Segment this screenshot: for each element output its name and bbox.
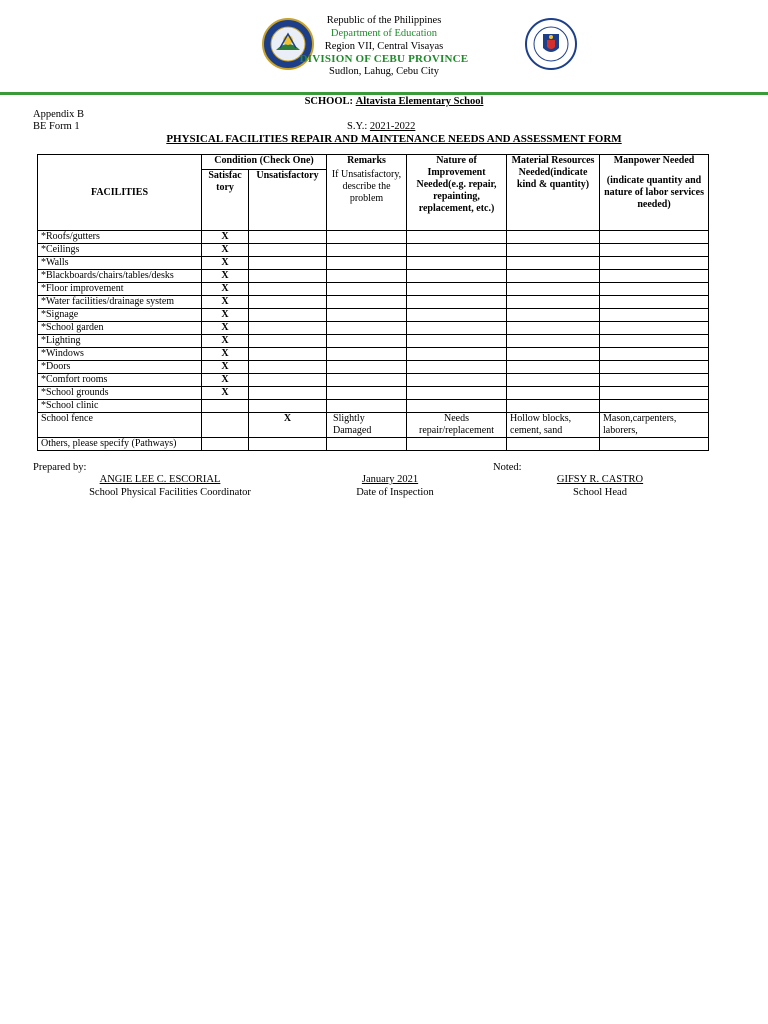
satisfactory-cell: X xyxy=(202,361,249,374)
satisfactory-cell: X xyxy=(202,296,249,309)
header-unsatisfactory: Unsatisfactory xyxy=(249,170,327,231)
manpower-cell xyxy=(600,283,709,296)
table-row xyxy=(38,283,709,296)
table-row xyxy=(38,322,709,335)
school-year-label: S.Y.: xyxy=(347,121,368,132)
table-row xyxy=(38,296,709,309)
manpower-title: Manpower Needed xyxy=(613,155,695,166)
facility-cell: *Blackboards/chairs/tables/desks xyxy=(38,270,202,283)
facility-cell: *Signage xyxy=(38,309,202,322)
satisfactory-cell: X xyxy=(202,283,249,296)
facility-cell: *Windows xyxy=(38,348,202,361)
manpower-cell xyxy=(600,257,709,270)
table-row xyxy=(38,335,709,348)
manpower-cell xyxy=(600,335,709,348)
material-cell xyxy=(507,348,600,361)
division-address: Sudlon, Lahug, Cebu City xyxy=(329,66,439,77)
header-material: Material Resources Needed(indicate kind & quantity) xyxy=(507,155,600,231)
table-row xyxy=(38,413,709,438)
table-row xyxy=(38,438,709,451)
material-cell xyxy=(507,244,600,257)
satisfactory-cell: X xyxy=(202,335,249,348)
facility-cell: Others, please specify (Pathways) xyxy=(38,438,202,451)
material-cell xyxy=(507,335,600,348)
manpower-cell xyxy=(600,387,709,400)
republic-line: Republic of the Philippines xyxy=(326,15,442,26)
nature-cell xyxy=(407,348,507,361)
nature-cell xyxy=(407,283,507,296)
unsatisfactory-cell xyxy=(249,322,327,335)
nature-cell xyxy=(407,296,507,309)
manpower-cell xyxy=(600,231,709,244)
facility-cell: *Floor improvement xyxy=(38,283,202,296)
satisfactory-cell: X xyxy=(202,231,249,244)
remarks-cell xyxy=(327,231,407,244)
remarks-cell xyxy=(327,270,407,283)
satisfactory-cell: X xyxy=(202,374,249,387)
remarks-cell xyxy=(327,335,407,348)
manpower-cell: Mason,carpenters, laborers, xyxy=(600,413,709,438)
nature-cell xyxy=(407,270,507,283)
remarks-title: Remarks xyxy=(347,155,386,166)
material-cell xyxy=(507,309,600,322)
remarks-cell xyxy=(327,296,407,309)
preparer-title: School Physical Facilities Coordinator xyxy=(89,487,251,498)
department-line: Department of Education xyxy=(330,28,438,39)
unsatisfactory-cell xyxy=(249,296,327,309)
nature-cell xyxy=(407,244,507,257)
material-cell xyxy=(507,438,600,451)
school-head-name: GIFSY R. CASTRO xyxy=(556,474,644,485)
remarks-cell xyxy=(327,322,407,335)
school-name: Altavista Elementary School xyxy=(355,96,484,107)
table-row xyxy=(38,387,709,400)
facilities-table xyxy=(37,154,709,451)
unsatisfactory-cell xyxy=(249,335,327,348)
manpower-cell xyxy=(600,438,709,451)
nature-cell xyxy=(407,322,507,335)
remarks-cell: Slightly Damaged xyxy=(327,413,407,438)
manpower-cell xyxy=(600,296,709,309)
material-cell xyxy=(507,374,600,387)
region-line: Region VII, Central Visayas xyxy=(324,41,444,52)
remarks-subtitle: If Unsatisfactory, describe the problem xyxy=(331,169,402,204)
unsatisfactory-cell xyxy=(249,374,327,387)
satisfactory-cell: X xyxy=(202,244,249,257)
material-cell xyxy=(507,387,600,400)
unsatisfactory-cell xyxy=(249,387,327,400)
remarks-cell xyxy=(327,400,407,413)
facility-cell: *School grounds xyxy=(38,387,202,400)
nature-cell xyxy=(407,231,507,244)
table-row xyxy=(38,257,709,270)
nature-cell: Needs repair/replacement xyxy=(407,413,507,438)
satisfactory-cell xyxy=(202,400,249,413)
unsatisfactory-cell xyxy=(249,244,327,257)
form-title: PHYSICAL FACILITIES REPAIR AND MAINTENANCE NEEDS AND ASSESSMENT FORM xyxy=(166,133,622,145)
satisfactory-cell: X xyxy=(202,348,249,361)
unsatisfactory-cell: X xyxy=(249,413,327,438)
material-cell xyxy=(507,322,600,335)
nature-cell xyxy=(407,335,507,348)
satisfactory-cell xyxy=(202,413,249,438)
manpower-subtitle: (indicate quantity and nature of labor services needed) xyxy=(604,175,704,210)
material-cell xyxy=(507,296,600,309)
table-row xyxy=(38,309,709,322)
nature-cell xyxy=(407,361,507,374)
nature-cell xyxy=(407,387,507,400)
table-row xyxy=(38,270,709,283)
material-cell xyxy=(507,270,600,283)
remarks-cell xyxy=(327,309,407,322)
unsatisfactory-cell xyxy=(249,257,327,270)
division-name: DIVISION OF CEBU PROVINCE xyxy=(299,53,469,65)
table-row xyxy=(38,400,709,413)
manpower-cell xyxy=(600,361,709,374)
facility-cell: *Ceilings xyxy=(38,244,202,257)
facility-cell: *Comfort rooms xyxy=(38,374,202,387)
satisfactory-cell xyxy=(202,438,249,451)
manpower-cell xyxy=(600,400,709,413)
table-row xyxy=(38,244,709,257)
remarks-cell xyxy=(327,348,407,361)
satisfactory-cell: X xyxy=(202,257,249,270)
facility-cell: *School clinic xyxy=(38,400,202,413)
nature-cell xyxy=(407,257,507,270)
manpower-cell xyxy=(600,270,709,283)
satisfactory-cell: X xyxy=(202,387,249,400)
inspection-date-label: Date of Inspection xyxy=(356,487,434,498)
remarks-cell xyxy=(327,387,407,400)
header-nature: Nature of Improvement Needed(e.g. repair, repainting, replacement, etc.) xyxy=(407,155,507,231)
manpower-cell xyxy=(600,374,709,387)
unsatisfactory-cell xyxy=(249,231,327,244)
table-row xyxy=(38,374,709,387)
material-cell xyxy=(507,361,600,374)
remarks-cell xyxy=(327,244,407,257)
table-row xyxy=(38,231,709,244)
satisfactory-cell: X xyxy=(202,270,249,283)
school-year-value: 2021-2022 xyxy=(369,121,416,132)
facility-cell: *Roofs/gutters xyxy=(38,231,202,244)
material-cell xyxy=(507,283,600,296)
table-row xyxy=(38,361,709,374)
unsatisfactory-cell xyxy=(249,400,327,413)
facility-cell: School fence xyxy=(38,413,202,438)
inspection-date: January 2021 xyxy=(361,474,419,485)
appendix-label: Appendix B xyxy=(33,109,85,120)
nature-cell xyxy=(407,400,507,413)
satisfactory-cell: X xyxy=(202,309,249,322)
form-code: BE Form 1 xyxy=(33,121,80,132)
header-divider xyxy=(0,92,768,95)
manpower-cell xyxy=(600,309,709,322)
header-manpower xyxy=(600,155,709,231)
material-cell xyxy=(507,400,600,413)
remarks-cell xyxy=(327,283,407,296)
material-cell: Hollow blocks, cement, sand xyxy=(507,413,600,438)
material-cell xyxy=(507,257,600,270)
facility-cell: *Walls xyxy=(38,257,202,270)
unsatisfactory-cell xyxy=(249,270,327,283)
school-label: SCHOOL: xyxy=(304,96,354,107)
manpower-cell xyxy=(600,348,709,361)
facility-cell: *School garden xyxy=(38,322,202,335)
table-row xyxy=(38,348,709,361)
header-remarks xyxy=(327,155,407,231)
school-line xyxy=(0,96,768,107)
school-year xyxy=(347,121,415,133)
nature-cell xyxy=(407,374,507,387)
manpower-cell xyxy=(600,244,709,257)
header-facilities: FACILITIES xyxy=(38,155,202,231)
prepared-by-label: Prepared by: xyxy=(33,462,87,473)
header-satisfactory: Satisfac tory xyxy=(202,170,249,231)
unsatisfactory-cell xyxy=(249,283,327,296)
noted-label: Noted: xyxy=(493,462,522,473)
manpower-cell xyxy=(600,322,709,335)
unsatisfactory-cell xyxy=(249,348,327,361)
remarks-cell xyxy=(327,374,407,387)
unsatisfactory-cell xyxy=(249,309,327,322)
satisfactory-cell: X xyxy=(202,322,249,335)
facility-cell: *Doors xyxy=(38,361,202,374)
nature-cell xyxy=(407,438,507,451)
header-condition: Condition (Check One) xyxy=(202,155,327,170)
remarks-cell xyxy=(327,257,407,270)
unsatisfactory-cell xyxy=(249,361,327,374)
remarks-cell xyxy=(327,438,407,451)
nature-cell xyxy=(407,309,507,322)
facility-cell: *Lighting xyxy=(38,335,202,348)
unsatisfactory-cell xyxy=(249,438,327,451)
material-cell xyxy=(507,231,600,244)
school-head-title: School Head xyxy=(573,487,627,498)
remarks-cell xyxy=(327,361,407,374)
preparer-name: ANGIE LEE C. ESCORIAL xyxy=(99,474,221,485)
facility-cell: *Water facilities/drainage system xyxy=(38,296,202,309)
